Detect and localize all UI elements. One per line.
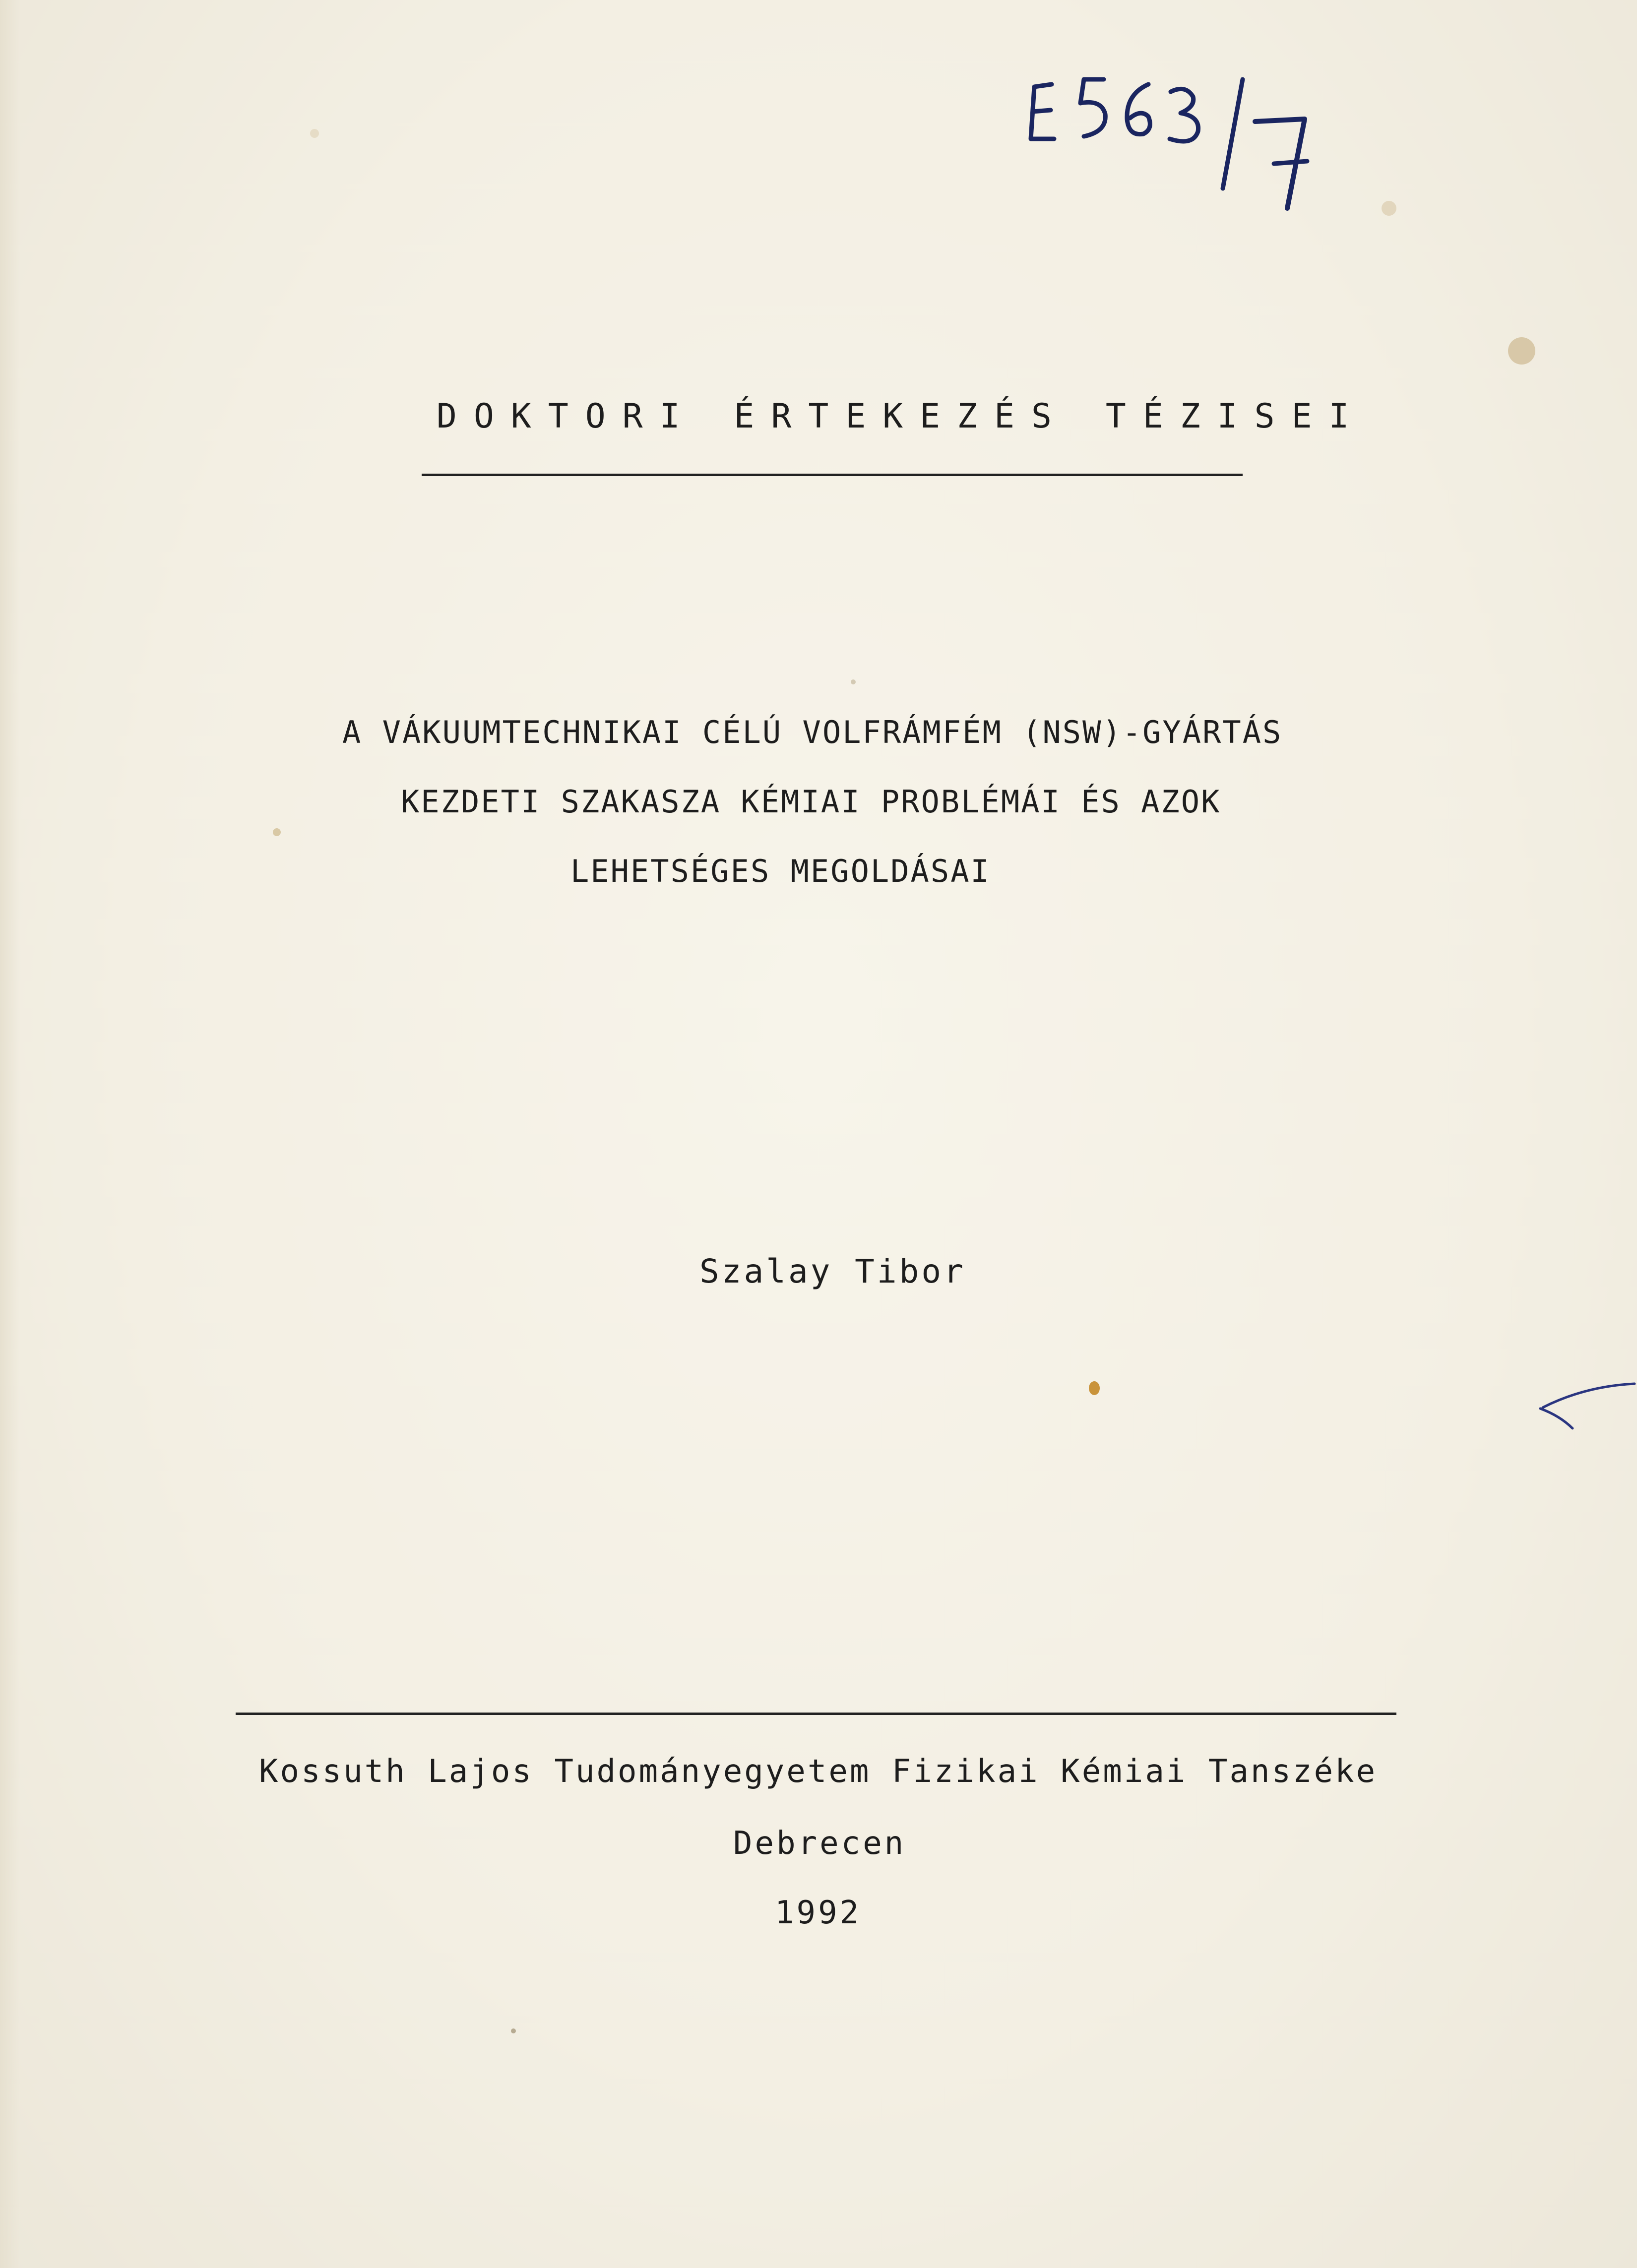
thesis-heading: DOKTORI ÉRTEKEZÉS TÉZISEI	[437, 397, 1366, 436]
paper-stain	[511, 2028, 516, 2033]
city-name: Debrecen	[733, 1825, 906, 1862]
paper-stain	[1089, 1381, 1100, 1395]
paper-stain	[310, 129, 319, 138]
footer-divider	[236, 1713, 1396, 1715]
paper-left-edge-shadow	[0, 0, 20, 2268]
paper-stain	[851, 679, 856, 684]
title-line-2: KEZDETI SZAKASZA KÉMIAI PROBLÉMÁI ÉS AZOK	[401, 784, 1221, 820]
paper-stain	[273, 828, 281, 836]
institution-name: Kossuth Lajos Tudományegyetem Fizikai Kémiai Tanszéke	[259, 1753, 1378, 1790]
title-line-3: LEHETSÉGES MEGOLDÁSAI	[570, 853, 991, 889]
handwritten-archive-mark	[1022, 64, 1399, 228]
paper-stain	[1508, 337, 1535, 365]
publication-year: 1992	[775, 1895, 862, 1931]
pen-tick-mark	[1535, 1379, 1637, 1438]
title-line-1: A VÁKUUMTECHNIKAI CÉLÚ VOLFRÁMFÉM (NSW)-GYÁRTÁS	[342, 714, 1283, 750]
heading-underline	[422, 474, 1243, 476]
paper-stain	[1382, 201, 1396, 216]
archive-mark-drawing	[1022, 64, 1399, 228]
author-name: Szalay Tibor	[699, 1252, 966, 1290]
